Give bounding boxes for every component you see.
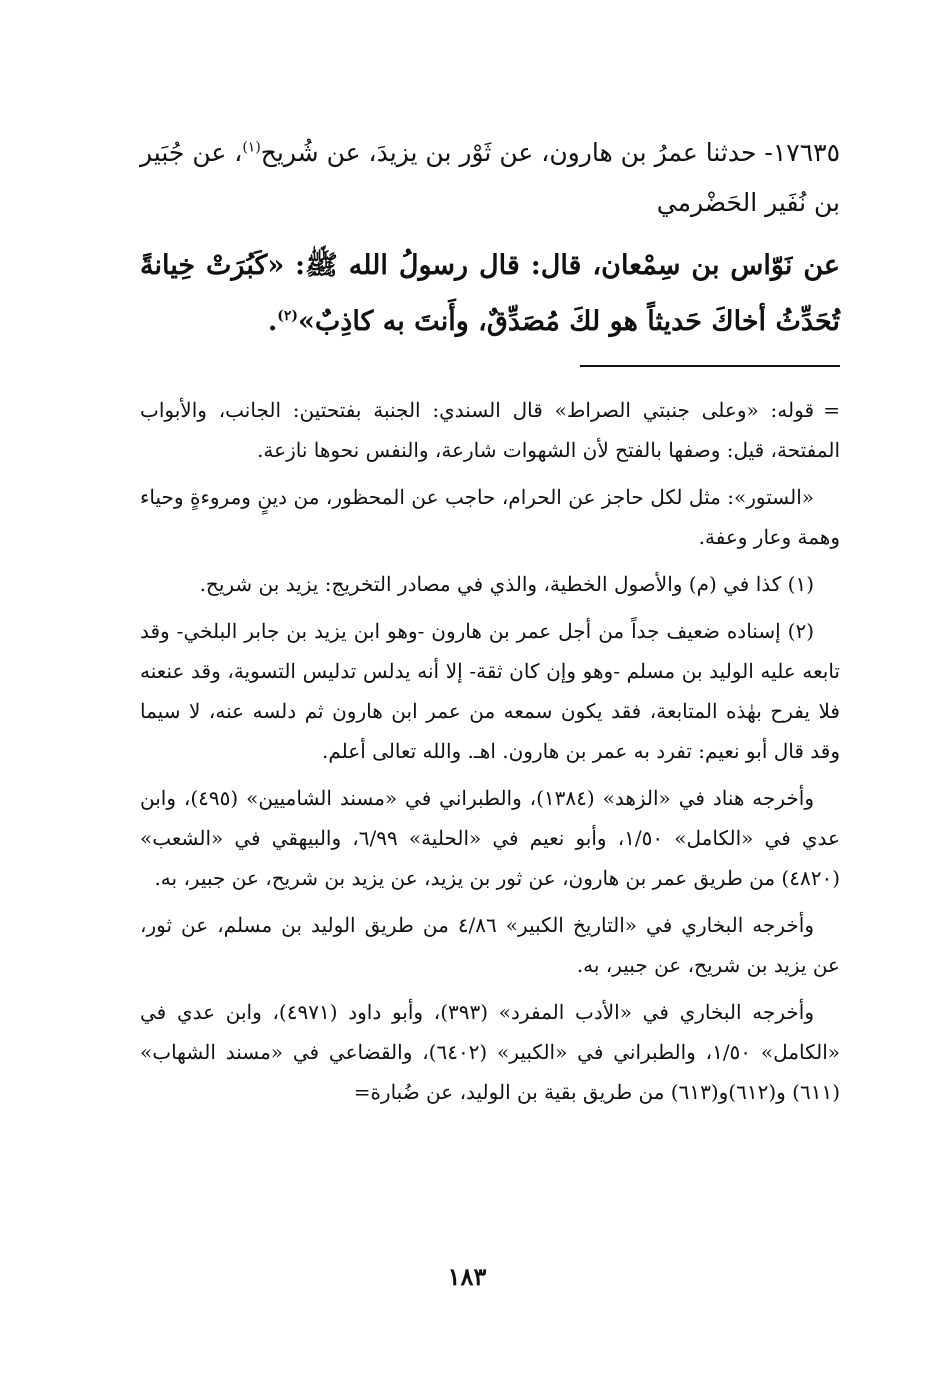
page-number: ١٨٣ — [447, 1262, 487, 1291]
footnote-continuation — [140, 390, 840, 470]
hadith-matn-text: عن نَوّاس بن سِمْعان، قال: قال رسولُ الله ﷺ: «كَبُرَتْ خِيانةً تُحَدِّثُ أخاكَ حَديثاً هو لكَ مُصَدِّقٌ، وأَنتَ به كاذِبٌ» — [140, 250, 840, 337]
footnotes-block — [140, 390, 840, 1119]
footnote-separator — [580, 365, 840, 367]
footnote-paragraph-sutur: «الستور»: مثل لكل حاجز عن الحرام، حاجب عن المحظور، من دينٍ ومروءةٍ وحياء وهمة وعار وعفة. — [140, 485, 840, 549]
footnote-continuation-text: قوله: «وعلى جنبتي الصراط» قال السندي: الجنبة بفتحتين: الجانب، والأبواب المفتحة، قيل: وصفها بالفتح لأن الشهوات شارعة، والنفس نحوها نازعة. — [140, 398, 840, 462]
footnote-2-takhrij-1: وأخرجه هناد في «الزهد» (١٣٨٤)، والطبراني في «مسند الشاميين» (٤٩٥)، وابن عدي في «الكامل» ١/٥٠، وأبو نعيم في «الحلية» ٦/٩٩، والبيهقي في «الشعب» (٤٨٢٠) من طريق عمر بن هارون، عن ثور بن يزيد، عن يزيد بن شريح، عن جبير، به. — [140, 786, 840, 890]
hadith-isnad — [140, 128, 840, 228]
continuation-mark: = — [823, 398, 840, 422]
footnote-ref-1: (١) — [242, 139, 261, 156]
main-text-block — [140, 128, 840, 350]
hadith-isnad-text: ١٧٦٣٥- حدثنا عمرُ بن هارون، عن ثَوْر بن يزيدَ، عن شُريح — [260, 138, 840, 167]
footnote-2: (٢) إسناده ضعيف جداً من أجل عمر بن هارون -وهو ابن يزيد بن جابر البلخي- وقد تابعه عليه الوليد بن مسلم -وهو وإن كان ثقة- إلا أنه يدلس تدليس التسوية، وقد عنعنه فلا يفرح بهٰذه المتابعة، فقد يكون سمعه من عمر ابن هارون ثم دلسه عنه، لا سيما وقد قال أبو نعيم: تفرد به عمر بن هارون. اهـ. والله تعالى أعلم. — [140, 619, 840, 763]
footnote-1: (١) كذا في (م) والأصول الخطية، والذي في مصادر التخريج: يزيد بن شريح. — [199, 572, 814, 596]
hadith-text — [140, 128, 840, 350]
hadith-matn — [140, 238, 840, 350]
hadith-isnad-tail: ، عن جُبَير بن نُفَير الحَضْرمي — [140, 138, 840, 217]
footnote-2-takhrij-2: وأخرجه البخاري في «التاريخ الكبير» ٤/٨٦ من طريق الوليد بن مسلم، عن ثور، عن يزيد بن شريح، عن جبير، به. — [140, 913, 840, 977]
hadith-matn-tail: . — [267, 306, 278, 337]
footnote-2-takhrij-3: وأخرجه البخاري في «الأدب المفرد» (٣٩٣)، وأبو داود (٤٩٧١)، وابن عدي في «الكامل» ١/٥٠، والطبراني في «الكبير» (٦٤٠٢)، والقضاعي في «مسند الشهاب» (٦١١) و(٦١٢)و(٦١٣) من طريق بقية بن الوليد، عن ضُبارة= — [140, 1000, 840, 1104]
footnote-ref-2: (٢) — [277, 308, 298, 324]
